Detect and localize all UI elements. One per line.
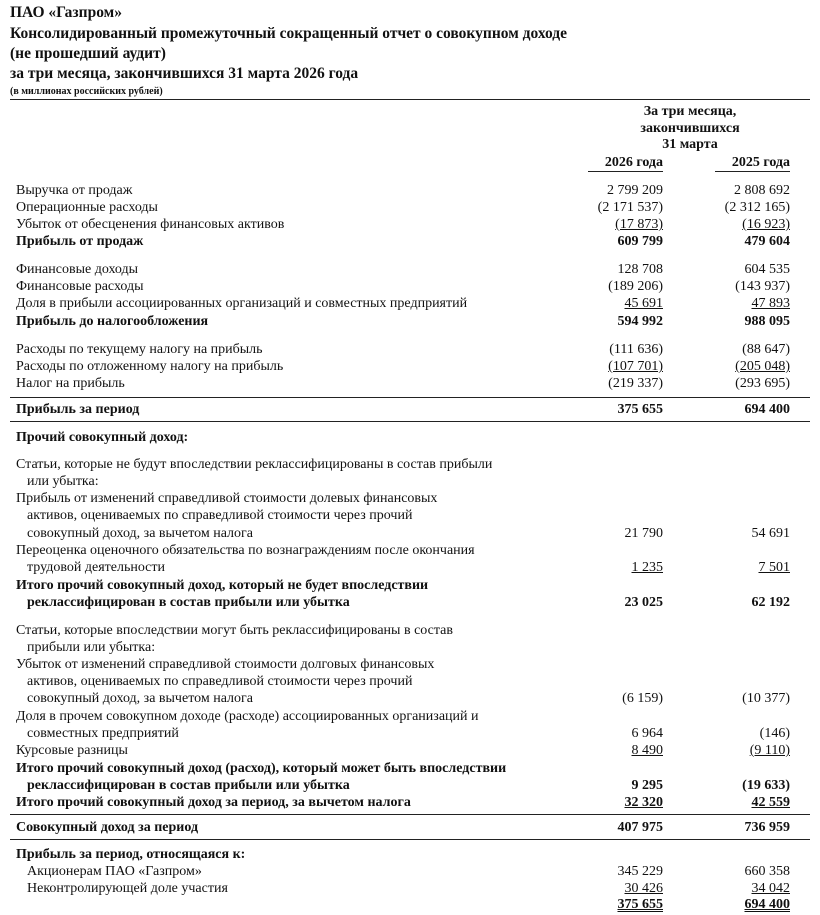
header-rule	[10, 99, 810, 100]
statement-row: Финансовые доходы 128 708 604 535	[16, 262, 790, 277]
statement-row: Убыток от обесценения финансовых активов (17 873) (16 923)	[16, 217, 790, 232]
statement-row: прибыли или убытка:	[27, 640, 156, 655]
statement-row: Прибыль до налогообложения 594 992 988 095	[16, 314, 790, 329]
report-period: за три месяца, закончившихся 31 марта 2026 года	[10, 65, 359, 82]
statement-row: Доля в прибыли ассоциированных организаций и совместных предприятий 45 691 47 893	[16, 296, 790, 311]
statement-row: Прибыль от продаж 609 799 479 604	[16, 234, 790, 249]
year-underline	[588, 171, 663, 172]
statement-row: 375 655 694 400	[617, 897, 790, 912]
statement-row: Прибыль от изменений справедливой стоимости долевых финансовых	[16, 491, 438, 506]
statement-row: совокупный доход, за вычетом налога (6 159) (10 377)	[27, 691, 790, 706]
statement-row: Статьи, которые не будут впоследствии реклассифицированы в состав прибыли	[16, 457, 493, 472]
audit-note: (не прошедший аудит)	[10, 45, 166, 62]
year-underline	[715, 171, 790, 172]
statement-row: Прибыль за период, относящаяся к:	[16, 847, 246, 862]
section-rule	[10, 839, 810, 840]
statement-row: Прибыль за период 375 655 694 400	[16, 402, 790, 417]
statement-row: реклассифицирован в состав прибыли или убытка 23 025 62 192	[27, 595, 790, 610]
section-rule	[10, 397, 810, 398]
company-name: ПАО «Газпром»	[10, 4, 122, 21]
section-rule	[10, 421, 810, 422]
statement-row: Налог на прибыль (219 337) (293 695)	[16, 376, 790, 391]
statement-row: Итого прочий совокупный доход, который не будет впоследствии	[16, 578, 429, 593]
statement-row: Доля в прочем совокупном доходе (расходе) ассоциированных организаций и	[16, 709, 479, 724]
statement-row: Операционные расходы (2 171 537) (2 312 165)	[16, 200, 790, 215]
column-year-2026: 2026 года	[604, 155, 663, 170]
statement-row: Переоценка оценочного обязательства по вознаграждениям после окончания	[16, 543, 475, 558]
statement-row: Итого прочий совокупный доход (расход), который может быть впоследствии	[16, 761, 507, 776]
statement-row: Статьи, которые впоследствии могут быть реклассифицированы в состав	[16, 623, 453, 638]
statement-row: Расходы по отложенному налогу на прибыль (107 701) (205 048)	[16, 359, 790, 374]
section-rule	[10, 814, 810, 815]
statement-row: совместных предприятий 6 964 (146)	[27, 726, 790, 741]
statement-row: Курсовые разницы 8 490 (9 110)	[16, 743, 790, 758]
statement-row: Совокупный доход за период 407 975 736 959	[16, 820, 790, 835]
column-period-line: закончившихся	[640, 121, 740, 136]
statement-row: Финансовые расходы (189 206) (143 937)	[16, 279, 790, 294]
statement-row: Прочий совокупный доход:	[16, 430, 189, 445]
column-year-2025: 2025 года	[731, 155, 790, 170]
statement-row: Расходы по текущему налогу на прибыль (111 636) (88 647)	[16, 342, 790, 357]
statement-row: совокупный доход, за вычетом налога 21 790 54 691	[27, 526, 790, 541]
column-period-line: За три месяца,	[643, 104, 737, 119]
statement-row: Выручка от продаж 2 799 209 2 808 692	[16, 183, 790, 198]
statement-row: или убытка:	[27, 474, 99, 489]
statement-row: Акционерам ПАО «Газпром» 345 229 660 358	[27, 864, 790, 879]
statement-row: трудовой деятельности 1 235 7 501	[27, 560, 790, 575]
units-note: (в миллионах российских рублей)	[10, 86, 163, 97]
statement-row: Итого прочий совокупный доход за период, за вычетом налога 32 320 42 559	[16, 795, 790, 810]
column-period-line: 31 марта	[662, 137, 718, 152]
statement-row: активов, оцениваемых по справедливой стоимости через прочий	[27, 508, 413, 523]
statement-title: Консолидированный промежуточный сокращенный отчет о совокупном доходе	[10, 25, 568, 42]
statement-row: активов, оцениваемых по справедливой стоимости через прочий	[27, 674, 413, 689]
statement-row: Убыток от изменений справедливой стоимости долговых финансовых	[16, 657, 435, 672]
statement-row: реклассифицирован в состав прибыли или убытка 9 295 (19 633)	[27, 778, 790, 793]
statement-row: Неконтролирующей доле участия 30 426 34 042	[27, 881, 790, 896]
